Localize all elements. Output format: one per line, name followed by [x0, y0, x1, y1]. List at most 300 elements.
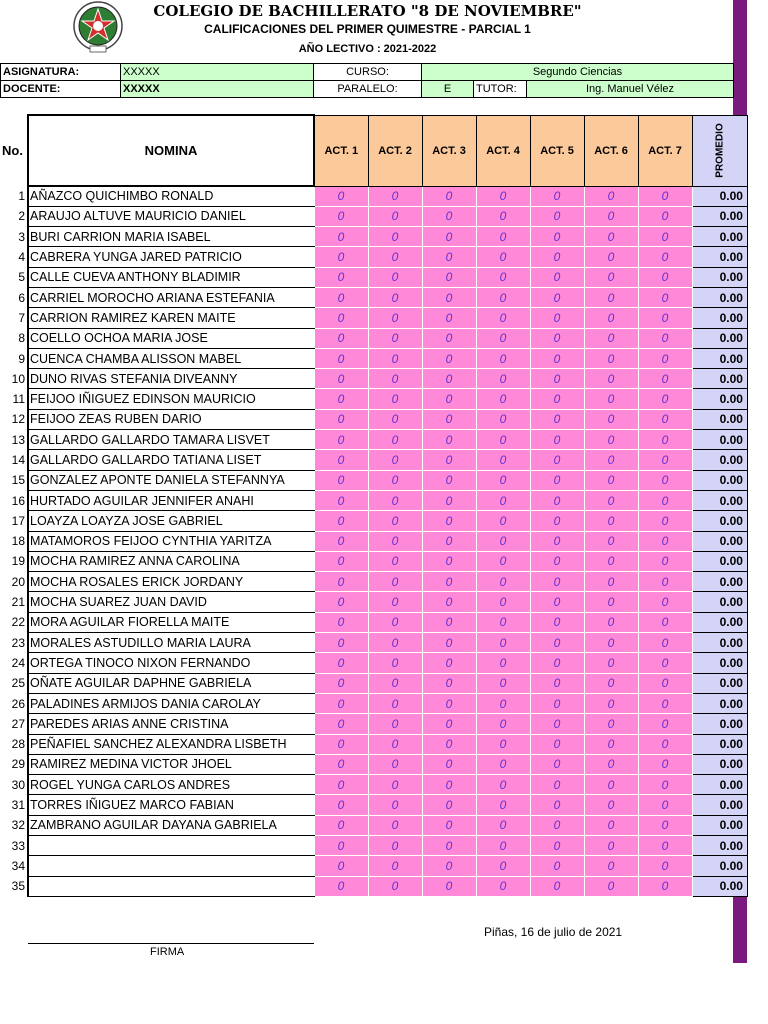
- grade-cell-act-3[interactable]: 0: [422, 754, 476, 774]
- grade-cell-act-6[interactable]: 0: [584, 815, 638, 835]
- grade-cell-act-7[interactable]: 0: [638, 775, 692, 795]
- average-cell: 0.00: [692, 815, 747, 835]
- grade-cell-act-3[interactable]: 0: [422, 511, 476, 531]
- paralelo-value[interactable]: E: [422, 81, 474, 98]
- grade-cell-act-6[interactable]: 0: [584, 754, 638, 774]
- row-number: 22: [11, 615, 25, 630]
- grade-cell-act-6[interactable]: 0: [584, 856, 638, 876]
- grade-cell-act-5[interactable]: 0: [530, 551, 584, 571]
- grade-cell-act-2[interactable]: 0: [368, 531, 422, 551]
- grade-cell-act-4[interactable]: 0: [476, 693, 530, 713]
- grade-cell-act-3[interactable]: 0: [422, 490, 476, 510]
- grade-cell-act-1[interactable]: 0: [314, 836, 368, 856]
- student-name[interactable]: CUENCA CHAMBA ALISSON MABEL: [28, 348, 314, 368]
- grade-cell-act-6[interactable]: 0: [584, 551, 638, 571]
- grade-cell-act-4[interactable]: 0: [476, 815, 530, 835]
- grade-cell-act-5[interactable]: 0: [530, 876, 584, 896]
- grade-cell-act-2[interactable]: 0: [368, 714, 422, 734]
- student-name[interactable]: CARRION RAMIREZ KAREN MAITE: [28, 308, 314, 328]
- grade-cell-act-6[interactable]: 0: [584, 531, 638, 551]
- grade-cell-act-7[interactable]: 0: [638, 369, 692, 389]
- grade-cell-act-4[interactable]: 0: [476, 409, 530, 429]
- grade-cell-act-6[interactable]: 0: [584, 775, 638, 795]
- grade-cell-act-4[interactable]: 0: [476, 551, 530, 571]
- grade-cell-act-7[interactable]: 0: [638, 227, 692, 247]
- grade-cell-act-4[interactable]: 0: [476, 673, 530, 693]
- grade-cell-act-5[interactable]: 0: [530, 328, 584, 348]
- grade-cell-act-5[interactable]: 0: [530, 227, 584, 247]
- row-number: 23: [11, 635, 25, 650]
- grade-cell-act-5[interactable]: 0: [530, 287, 584, 307]
- grade-cell-act-5[interactable]: 0: [530, 633, 584, 653]
- grade-cell-act-3[interactable]: 0: [422, 308, 476, 328]
- grade-cell-act-1[interactable]: 0: [314, 572, 368, 592]
- grade-cell-act-1[interactable]: 0: [314, 450, 368, 470]
- student-name[interactable]: LOAYZA LOAYZA JOSE GABRIEL: [28, 511, 314, 531]
- grade-cell-act-6[interactable]: 0: [584, 795, 638, 815]
- grade-cell-act-3[interactable]: 0: [422, 430, 476, 450]
- grade-cell-act-5[interactable]: 0: [530, 186, 584, 206]
- grade-cell-act-7[interactable]: 0: [638, 531, 692, 551]
- grade-cell-act-7[interactable]: 0: [638, 815, 692, 835]
- grade-cell-act-2[interactable]: 0: [368, 450, 422, 470]
- grade-cell-act-5[interactable]: 0: [530, 389, 584, 409]
- grade-cell-act-5[interactable]: 0: [530, 531, 584, 551]
- grade-cell-act-7[interactable]: 0: [638, 612, 692, 632]
- grade-cell-act-6[interactable]: 0: [584, 572, 638, 592]
- grade-cell-act-2[interactable]: 0: [368, 511, 422, 531]
- student-name[interactable]: ARAUJO ALTUVE MAURICIO DANIEL: [28, 206, 314, 226]
- grade-cell-act-2[interactable]: 0: [368, 430, 422, 450]
- grade-cell-act-6[interactable]: 0: [584, 693, 638, 713]
- grade-cell-act-4[interactable]: 0: [476, 633, 530, 653]
- grade-cell-act-5[interactable]: 0: [530, 734, 584, 754]
- student-name[interactable]: MOCHA ROSALES ERICK JORDANY: [28, 572, 314, 592]
- grade-cell-act-5[interactable]: 0: [530, 511, 584, 531]
- student-name[interactable]: PALADINES ARMIJOS DANIA CAROLAY: [28, 693, 314, 713]
- grade-cell-act-6[interactable]: 0: [584, 369, 638, 389]
- grade-cell-act-1[interactable]: 0: [314, 206, 368, 226]
- grade-cell-act-6[interactable]: 0: [584, 186, 638, 206]
- grade-cell-act-3[interactable]: 0: [422, 186, 476, 206]
- grade-cell-act-2[interactable]: 0: [368, 470, 422, 490]
- student-name[interactable]: TORRES IÑIGUEZ MARCO FABIAN: [28, 795, 314, 815]
- grade-cell-act-5[interactable]: 0: [530, 754, 584, 774]
- grade-cell-act-3[interactable]: 0: [422, 876, 476, 896]
- grade-cell-act-4[interactable]: 0: [476, 734, 530, 754]
- grade-cell-act-7[interactable]: 0: [638, 592, 692, 612]
- grade-cell-act-1[interactable]: 0: [314, 511, 368, 531]
- student-name[interactable]: COELLO OCHOA MARIA JOSE: [28, 328, 314, 348]
- grade-cell-act-2[interactable]: 0: [368, 673, 422, 693]
- grade-cell-act-5[interactable]: 0: [530, 348, 584, 368]
- docente-value[interactable]: XXXXX: [121, 81, 314, 98]
- grade-cell-act-6[interactable]: 0: [584, 836, 638, 856]
- grade-cell-act-4[interactable]: 0: [476, 592, 530, 612]
- grade-cell-act-3[interactable]: 0: [422, 247, 476, 267]
- grade-cell-act-3[interactable]: 0: [422, 693, 476, 713]
- grade-cell-act-5[interactable]: 0: [530, 815, 584, 835]
- grade-cell-act-3[interactable]: 0: [422, 531, 476, 551]
- grade-cell-act-5[interactable]: 0: [530, 836, 584, 856]
- grade-cell-act-2[interactable]: 0: [368, 308, 422, 328]
- grade-cell-act-1[interactable]: 0: [314, 470, 368, 490]
- grade-cell-act-7[interactable]: 0: [638, 450, 692, 470]
- grade-cell-act-1[interactable]: 0: [314, 247, 368, 267]
- grade-cell-act-7[interactable]: 0: [638, 308, 692, 328]
- grade-cell-act-1[interactable]: 0: [314, 369, 368, 389]
- grade-cell-act-5[interactable]: 0: [530, 612, 584, 632]
- grade-cell-act-3[interactable]: 0: [422, 348, 476, 368]
- grade-cell-act-5[interactable]: 0: [530, 470, 584, 490]
- grade-cell-act-3[interactable]: 0: [422, 673, 476, 693]
- grade-cell-act-2[interactable]: 0: [368, 836, 422, 856]
- grade-cell-act-2[interactable]: 0: [368, 876, 422, 896]
- grade-cell-act-3[interactable]: 0: [422, 227, 476, 247]
- grade-cell-act-5[interactable]: 0: [530, 714, 584, 734]
- student-name[interactable]: BURI CARRION MARIA ISABEL: [28, 227, 314, 247]
- grade-cell-act-1[interactable]: 0: [314, 876, 368, 896]
- grade-cell-act-3[interactable]: 0: [422, 856, 476, 876]
- grade-cell-act-6[interactable]: 0: [584, 511, 638, 531]
- grade-cell-act-4[interactable]: 0: [476, 186, 530, 206]
- student-name[interactable]: MORALES ASTUDILLO MARIA LAURA: [28, 633, 314, 653]
- grade-cell-act-1[interactable]: 0: [314, 633, 368, 653]
- grade-cell-act-7[interactable]: 0: [638, 511, 692, 531]
- grade-cell-act-7[interactable]: 0: [638, 836, 692, 856]
- grade-cell-act-1[interactable]: 0: [314, 287, 368, 307]
- student-name[interactable]: DUNO RIVAS STEFANIA DIVEANNY: [28, 369, 314, 389]
- grade-cell-act-5[interactable]: 0: [530, 795, 584, 815]
- grade-cell-act-6[interactable]: 0: [584, 490, 638, 510]
- grade-cell-act-3[interactable]: 0: [422, 795, 476, 815]
- grade-cell-act-2[interactable]: 0: [368, 815, 422, 835]
- grade-cell-act-7[interactable]: 0: [638, 734, 692, 754]
- grades-table: [0, 114, 748, 897]
- grade-cell-act-1[interactable]: 0: [314, 775, 368, 795]
- grade-cell-act-7[interactable]: 0: [638, 572, 692, 592]
- grade-cell-act-7[interactable]: 0: [638, 267, 692, 287]
- student-name[interactable]: FEIJOO ZEAS RUBEN DARIO: [28, 409, 314, 429]
- student-name[interactable]: RAMIREZ MEDINA VICTOR JHOEL: [28, 754, 314, 774]
- grade-cell-act-6[interactable]: 0: [584, 308, 638, 328]
- grade-cell-act-2[interactable]: 0: [368, 328, 422, 348]
- grade-cell-act-5[interactable]: 0: [530, 450, 584, 470]
- grade-cell-act-1[interactable]: 0: [314, 227, 368, 247]
- table-row: [0, 572, 747, 592]
- grade-cell-act-6[interactable]: 0: [584, 734, 638, 754]
- grade-cell-act-2[interactable]: 0: [368, 734, 422, 754]
- student-name[interactable]: MOCHA RAMIREZ ANNA CAROLINA: [28, 551, 314, 571]
- grade-cell-act-1[interactable]: 0: [314, 856, 368, 876]
- grade-cell-act-3[interactable]: 0: [422, 633, 476, 653]
- grade-cell-act-7[interactable]: 0: [638, 328, 692, 348]
- grade-cell-act-2[interactable]: 0: [368, 247, 422, 267]
- grade-cell-act-4[interactable]: 0: [476, 653, 530, 673]
- student-name[interactable]: GONZALEZ APONTE DANIELA STEFANNYA: [28, 470, 314, 490]
- student-name[interactable]: MATAMOROS FEIJOO CYNTHIA YARITZA: [28, 531, 314, 551]
- grade-cell-act-5[interactable]: 0: [530, 430, 584, 450]
- grade-cell-act-5[interactable]: 0: [530, 369, 584, 389]
- student-name[interactable]: CABRERA YUNGA JARED PATRICIO: [28, 247, 314, 267]
- grade-cell-act-3[interactable]: 0: [422, 653, 476, 673]
- grade-cell-act-3[interactable]: 0: [422, 389, 476, 409]
- grade-cell-act-6[interactable]: 0: [584, 227, 638, 247]
- row-number: 13: [11, 432, 25, 447]
- grade-cell-act-1[interactable]: 0: [314, 186, 368, 206]
- grade-cell-act-7[interactable]: 0: [638, 876, 692, 896]
- grade-cell-act-1[interactable]: 0: [314, 815, 368, 835]
- table-row: [0, 612, 747, 632]
- grade-cell-act-1[interactable]: 0: [314, 490, 368, 510]
- grade-cell-act-4[interactable]: 0: [476, 430, 530, 450]
- student-name[interactable]: PAREDES ARIAS ANNE CRISTINA: [28, 714, 314, 734]
- grade-cell-act-4[interactable]: 0: [476, 876, 530, 896]
- grade-cell-act-4[interactable]: 0: [476, 572, 530, 592]
- grade-cell-act-3[interactable]: 0: [422, 572, 476, 592]
- average-cell: 0.00: [692, 186, 747, 206]
- grade-cell-act-6[interactable]: 0: [584, 653, 638, 673]
- row-number: 35: [11, 879, 25, 894]
- grade-cell-act-7[interactable]: 0: [638, 470, 692, 490]
- grade-cell-act-7[interactable]: 0: [638, 409, 692, 429]
- grade-cell-act-2[interactable]: 0: [368, 653, 422, 673]
- grade-cell-act-5[interactable]: 0: [530, 775, 584, 795]
- grade-cell-act-4[interactable]: 0: [476, 227, 530, 247]
- student-name[interactable]: CALLE CUEVA ANTHONY BLADIMIR: [28, 267, 314, 287]
- grade-cell-act-1[interactable]: 0: [314, 328, 368, 348]
- grade-cell-act-2[interactable]: 0: [368, 409, 422, 429]
- grade-cell-act-1[interactable]: 0: [314, 551, 368, 571]
- grade-cell-act-3[interactable]: 0: [422, 734, 476, 754]
- grade-cell-act-1[interactable]: 0: [314, 430, 368, 450]
- grade-cell-act-4[interactable]: 0: [476, 836, 530, 856]
- grade-cell-act-3[interactable]: 0: [422, 206, 476, 226]
- curso-value[interactable]: Segundo Ciencias: [422, 64, 734, 81]
- grade-cell-act-2[interactable]: 0: [368, 348, 422, 368]
- average-cell: 0.00: [692, 450, 747, 470]
- grade-cell-act-4[interactable]: 0: [476, 511, 530, 531]
- grade-cell-act-3[interactable]: 0: [422, 328, 476, 348]
- grade-cell-act-1[interactable]: 0: [314, 795, 368, 815]
- grade-cell-act-1[interactable]: 0: [314, 389, 368, 409]
- grade-cell-act-3[interactable]: 0: [422, 551, 476, 571]
- student-name[interactable]: OÑATE AGUILAR DAPHNE GABRIELA: [28, 673, 314, 693]
- grade-cell-act-6[interactable]: 0: [584, 633, 638, 653]
- grade-cell-act-3[interactable]: 0: [422, 836, 476, 856]
- student-name[interactable]: ROGEL YUNGA CARLOS ANDRES: [28, 775, 314, 795]
- grade-cell-act-2[interactable]: 0: [368, 775, 422, 795]
- grade-cell-act-6[interactable]: 0: [584, 247, 638, 267]
- grade-cell-act-4[interactable]: 0: [476, 754, 530, 774]
- row-number: 15: [11, 473, 25, 488]
- grade-cell-act-7[interactable]: 0: [638, 673, 692, 693]
- table-row: [0, 450, 747, 470]
- asignatura-value[interactable]: XXXXX: [121, 64, 314, 81]
- grade-cell-act-1[interactable]: 0: [314, 308, 368, 328]
- grade-cell-act-7[interactable]: 0: [638, 430, 692, 450]
- grade-cell-act-1[interactable]: 0: [314, 693, 368, 713]
- student-name[interactable]: [28, 836, 314, 856]
- grade-cell-act-5[interactable]: 0: [530, 206, 584, 226]
- grade-cell-act-2[interactable]: 0: [368, 693, 422, 713]
- grade-cell-act-6[interactable]: 0: [584, 287, 638, 307]
- grade-cell-act-1[interactable]: 0: [314, 653, 368, 673]
- grade-cell-act-3[interactable]: 0: [422, 369, 476, 389]
- grade-cell-act-2[interactable]: 0: [368, 856, 422, 876]
- grade-cell-act-3[interactable]: 0: [422, 409, 476, 429]
- grade-cell-act-6[interactable]: 0: [584, 470, 638, 490]
- grade-cell-act-1[interactable]: 0: [314, 714, 368, 734]
- grade-cell-act-4[interactable]: 0: [476, 328, 530, 348]
- grade-cell-act-4[interactable]: 0: [476, 369, 530, 389]
- grade-cell-act-5[interactable]: 0: [530, 490, 584, 510]
- grade-cell-act-2[interactable]: 0: [368, 490, 422, 510]
- grade-cell-act-4[interactable]: 0: [476, 450, 530, 470]
- grade-cell-act-7[interactable]: 0: [638, 551, 692, 571]
- tutor-value[interactable]: Ing. Manuel Vélez: [527, 81, 734, 98]
- student-name[interactable]: PEÑAFIEL SANCHEZ ALEXANDRA LISBETH: [28, 734, 314, 754]
- grade-cell-act-7[interactable]: 0: [638, 795, 692, 815]
- grade-cell-act-6[interactable]: 0: [584, 389, 638, 409]
- student-name[interactable]: HURTADO AGUILAR JENNIFER ANAHI: [28, 490, 314, 510]
- grade-cell-act-2[interactable]: 0: [368, 572, 422, 592]
- grade-cell-act-2[interactable]: 0: [368, 369, 422, 389]
- grade-cell-act-5[interactable]: 0: [530, 673, 584, 693]
- grade-cell-act-5[interactable]: 0: [530, 592, 584, 612]
- grade-cell-act-4[interactable]: 0: [476, 714, 530, 734]
- grade-cell-act-3[interactable]: 0: [422, 815, 476, 835]
- grade-cell-act-4[interactable]: 0: [476, 531, 530, 551]
- row-number: 25: [11, 676, 25, 691]
- grade-cell-act-2[interactable]: 0: [368, 267, 422, 287]
- grade-cell-act-6[interactable]: 0: [584, 714, 638, 734]
- grade-cell-act-7[interactable]: 0: [638, 389, 692, 409]
- grade-cell-act-5[interactable]: 0: [530, 653, 584, 673]
- student-name[interactable]: GALLARDO GALLARDO TAMARA LISVET: [28, 430, 314, 450]
- grade-cell-act-5[interactable]: 0: [530, 693, 584, 713]
- grade-cell-act-6[interactable]: 0: [584, 409, 638, 429]
- grade-cell-act-3[interactable]: 0: [422, 470, 476, 490]
- grade-cell-act-1[interactable]: 0: [314, 592, 368, 612]
- grade-cell-act-3[interactable]: 0: [422, 592, 476, 612]
- grade-cell-act-2[interactable]: 0: [368, 186, 422, 206]
- grade-cell-act-7[interactable]: 0: [638, 348, 692, 368]
- grade-cell-act-2[interactable]: 0: [368, 795, 422, 815]
- grade-cell-act-7[interactable]: 0: [638, 693, 692, 713]
- grade-cell-act-6[interactable]: 0: [584, 450, 638, 470]
- grade-cell-act-4[interactable]: 0: [476, 287, 530, 307]
- grade-cell-act-5[interactable]: 0: [530, 409, 584, 429]
- grade-cell-act-7[interactable]: 0: [638, 247, 692, 267]
- grade-cell-act-5[interactable]: 0: [530, 572, 584, 592]
- grade-cell-act-5[interactable]: 0: [530, 267, 584, 287]
- grade-cell-act-4[interactable]: 0: [476, 348, 530, 368]
- grade-cell-act-2[interactable]: 0: [368, 206, 422, 226]
- grade-cell-act-6[interactable]: 0: [584, 673, 638, 693]
- grade-cell-act-7[interactable]: 0: [638, 856, 692, 876]
- row-number: 7: [18, 310, 25, 325]
- grade-cell-act-3[interactable]: 0: [422, 612, 476, 632]
- grade-cell-act-3[interactable]: 0: [422, 775, 476, 795]
- grade-cell-act-7[interactable]: 0: [638, 287, 692, 307]
- grade-cell-act-1[interactable]: 0: [314, 531, 368, 551]
- grade-cell-act-4[interactable]: 0: [476, 389, 530, 409]
- grade-cell-act-1[interactable]: 0: [314, 612, 368, 632]
- student-name[interactable]: [28, 856, 314, 876]
- grade-cell-act-6[interactable]: 0: [584, 206, 638, 226]
- grade-cell-act-4[interactable]: 0: [476, 308, 530, 328]
- grade-cell-act-1[interactable]: 0: [314, 267, 368, 287]
- grade-cell-act-4[interactable]: 0: [476, 856, 530, 876]
- grade-cell-act-1[interactable]: 0: [314, 673, 368, 693]
- student-name[interactable]: ORTEGA TINOCO NIXON FERNANDO: [28, 653, 314, 673]
- grade-cell-act-3[interactable]: 0: [422, 450, 476, 470]
- grade-cell-act-2[interactable]: 0: [368, 592, 422, 612]
- grade-cell-act-6[interactable]: 0: [584, 348, 638, 368]
- grade-cell-act-3[interactable]: 0: [422, 287, 476, 307]
- grade-cell-act-6[interactable]: 0: [584, 430, 638, 450]
- grade-cell-act-6[interactable]: 0: [584, 328, 638, 348]
- grade-cell-act-2[interactable]: 0: [368, 389, 422, 409]
- grade-cell-act-1[interactable]: 0: [314, 754, 368, 774]
- grade-cell-act-1[interactable]: 0: [314, 409, 368, 429]
- student-name[interactable]: AÑAZCO QUICHIMBO RONALD: [28, 186, 314, 206]
- grade-cell-act-2[interactable]: 0: [368, 287, 422, 307]
- grade-cell-act-7[interactable]: 0: [638, 653, 692, 673]
- grade-cell-act-2[interactable]: 0: [368, 633, 422, 653]
- grade-cell-act-4[interactable]: 0: [476, 490, 530, 510]
- grade-cell-act-4[interactable]: 0: [476, 247, 530, 267]
- student-name[interactable]: FEIJOO IÑIGUEZ EDINSON MAURICIO: [28, 389, 314, 409]
- col-header-act-1: ACT. 1: [314, 115, 368, 186]
- grade-cell-act-4[interactable]: 0: [476, 206, 530, 226]
- grade-cell-act-7[interactable]: 0: [638, 206, 692, 226]
- grade-cell-act-4[interactable]: 0: [476, 775, 530, 795]
- grade-cell-act-5[interactable]: 0: [530, 856, 584, 876]
- student-name[interactable]: MORA AGUILAR FIORELLA MAITE: [28, 612, 314, 632]
- grade-cell-act-6[interactable]: 0: [584, 612, 638, 632]
- grade-cell-act-7[interactable]: 0: [638, 714, 692, 734]
- grade-cell-act-7[interactable]: 0: [638, 490, 692, 510]
- grade-cell-act-2[interactable]: 0: [368, 551, 422, 571]
- student-name[interactable]: MOCHA SUAREZ JUAN DAVID: [28, 592, 314, 612]
- grade-cell-act-1[interactable]: 0: [314, 348, 368, 368]
- student-name[interactable]: [28, 876, 314, 896]
- grade-cell-act-1[interactable]: 0: [314, 734, 368, 754]
- student-name[interactable]: GALLARDO GALLARDO TATIANA LISET: [28, 450, 314, 470]
- grade-cell-act-7[interactable]: 0: [638, 754, 692, 774]
- grade-cell-act-7[interactable]: 0: [638, 186, 692, 206]
- grade-cell-act-6[interactable]: 0: [584, 876, 638, 896]
- grade-cell-act-6[interactable]: 0: [584, 592, 638, 612]
- grade-cell-act-2[interactable]: 0: [368, 612, 422, 632]
- grade-cell-act-4[interactable]: 0: [476, 267, 530, 287]
- grade-cell-act-3[interactable]: 0: [422, 714, 476, 734]
- grade-cell-act-2[interactable]: 0: [368, 227, 422, 247]
- grade-cell-act-3[interactable]: 0: [422, 267, 476, 287]
- grade-cell-act-5[interactable]: 0: [530, 247, 584, 267]
- student-name[interactable]: ZAMBRANO AGUILAR DAYANA GABRIELA: [28, 815, 314, 835]
- grade-cell-act-2[interactable]: 0: [368, 754, 422, 774]
- grade-cell-act-5[interactable]: 0: [530, 308, 584, 328]
- grade-cell-act-7[interactable]: 0: [638, 633, 692, 653]
- grade-cell-act-6[interactable]: 0: [584, 267, 638, 287]
- grade-cell-act-4[interactable]: 0: [476, 795, 530, 815]
- grade-cell-act-4[interactable]: 0: [476, 612, 530, 632]
- grade-cell-act-4[interactable]: 0: [476, 470, 530, 490]
- student-name[interactable]: CARRIEL MOROCHO ARIANA ESTEFANIA: [28, 287, 314, 307]
